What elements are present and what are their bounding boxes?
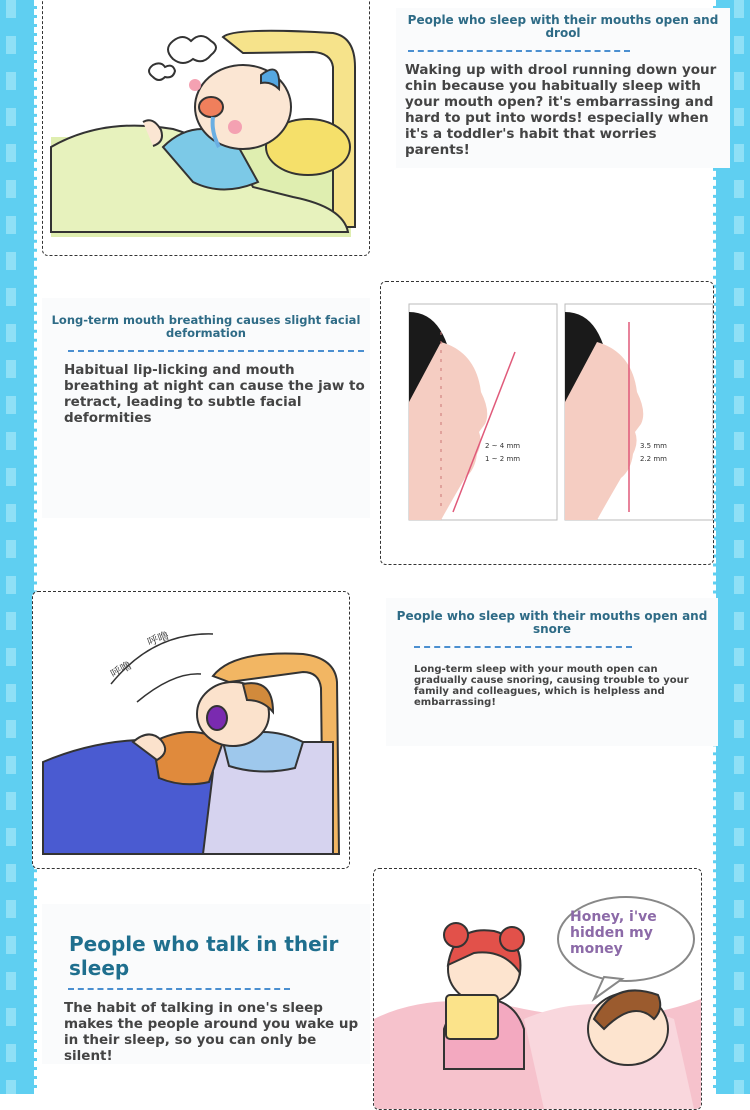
right-measure-top: 3.5 mm (640, 442, 667, 450)
drool-illustration-frame (42, 0, 370, 256)
snore-illustration-frame (32, 591, 350, 869)
drool-divider (408, 50, 630, 52)
sleep-talk-heading: People who talk in their sleep (69, 932, 339, 980)
face-profile-diagram-frame (380, 281, 714, 565)
drool-text-card (396, 8, 730, 168)
face-profile-diagram (381, 282, 713, 564)
snore-divider (414, 646, 632, 648)
snore-heading: People who sleep with their mouths open and snore (396, 609, 708, 636)
sleep-talking-illustration (374, 869, 701, 1109)
deformation-divider (68, 350, 364, 352)
sleep-talk-body: The habit of talking in one's sleep makes the people around you wake up in their sleep, so you can only be silent! (64, 1000, 359, 1064)
snoring-sleeper-illustration (33, 592, 349, 868)
left-measure-bottom: 1 ~ 2 mm (485, 455, 521, 463)
snore-text-card (386, 598, 718, 746)
drool-heading: People who sleep with their mouths open and drool (407, 13, 719, 40)
deformation-text-card (42, 298, 370, 518)
drool-sleeper-illustration (43, 0, 369, 255)
sleep-talk-divider (68, 988, 290, 990)
drool-body: Waking up with drool running down your chin because you habitually sleep with your mouth open? it's embarrassing and hard to put into words! especially when it's a toddler's habit that worries parents! (405, 62, 717, 158)
snore-sound-1: 呼噜 (145, 629, 171, 649)
deformation-heading: Long-term mouth breathing causes slight facial deformation (51, 313, 361, 340)
left-measure-top: 2 ~ 4 mm (485, 442, 521, 450)
right-measure-bottom: 2.2 mm (640, 455, 667, 463)
snore-body: Long-term sleep with your mouth open can gradually cause snoring, causing trouble to your family and colleagues, which is helpless and embarrassing! (414, 664, 689, 708)
sleep-talk-text-card (42, 904, 370, 1064)
snore-sound-2: 呼噜 (108, 658, 134, 681)
deformation-body: Habitual lip-licking and mouth breathing at night can cause the jaw to retract, leading to subtle facial deformities (64, 362, 365, 426)
speech-bubble-text: Honey, i've hidden my money (570, 909, 657, 957)
sleep-talk-illustration-frame (373, 868, 702, 1110)
left-border-decoration (0, 0, 37, 1094)
